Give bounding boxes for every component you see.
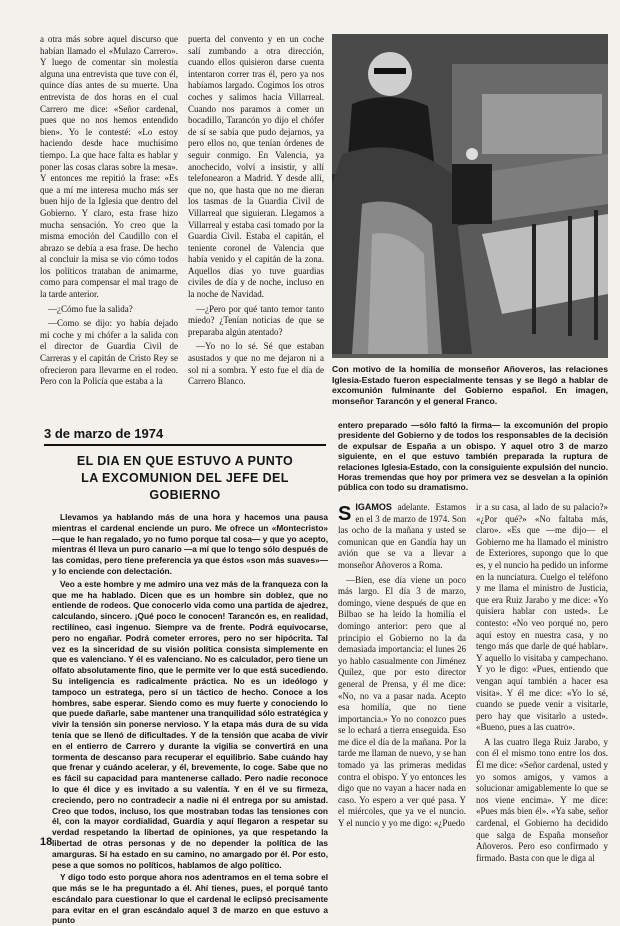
col1-paragraph: a otra más sobre aquel discurso que habían llamado el «Mulazo Carrero». Y luego de comentar sin molestia alguna una entrevista que tuve con él, quince días antes de su muerte. Una entrevista de dos horas en el cual Carrero me dice: «Señor cardenal, pues que no nos hemos entendido bien». Yo le contesté: «Lo estoy haciendo desde hace muchísimo tiempo. La que hace falta es hablar y poner las cosas claras sobre la mesa». Y entonces me repitió la frase: «Es que a mí me interesa mucho más ser buen hijo de la Iglesia que dentro del Gobierno. Y claro, esta frase hizo mucha sensación. Yo creo que la misma emoción del Caudillo con el abrazo se debía a esa frase. De hecho al concluir la misa se vio cómo todos los políticos trataban de animarme, como para compensar el mal trago de la tarde anterior. bbox=[40, 34, 178, 300]
col3-paragraph-text: adelante. Estamos en el 3 de marzo de 1974. Son las ocho de la mañana y usted se comunican que en Gandía hay un avión que se va a llevar a monseñor Añoveros a Roma. bbox=[338, 502, 466, 570]
photo-caption: Con motivo de la homilía de monseñor Añoveros, las relaciones Iglesia-Estado fueron especialmente tensas y se llegó a hablar de excomunión fulminante del Gobierno español. En imagen, monseñor Tarancón y el general Franco. bbox=[332, 364, 608, 406]
headline-line: LA EXCOMUNION DEL JEFE DEL GOBIERNO bbox=[81, 471, 289, 502]
page-number: 18 bbox=[40, 836, 53, 848]
column-1-text bbox=[40, 34, 178, 406]
col2-paragraph: —Yo no lo sé. Sé que estaban asustados y que no me dejaron ni a sol ni a sombra. Y esto fue el día de Carrero Blanco. bbox=[188, 341, 324, 387]
section-date: 3 de marzo de 1974 bbox=[44, 426, 164, 441]
col2-paragraph: —¿Pero por qué tanto temor tanto miedo? ¿Tenían noticias de que se preparaba algún atentado? bbox=[188, 303, 324, 337]
col3-paragraph: —Bien, ese día viene un poco más largo. El día 3 de marzo, domingo, viene después de que en Bilbao se ha leído la homilía el domingo anterior: pero que al principio el Gobierno no la da demasiada importancia: el lunes 26 yo hablo casualmente con Jiménez Quílez, que por esto director general de Prensa, y él me dice: «No, no va a pasar nada. Acepto esa homilía, que no tiene importancia.» Yo no conozco pues se lo echará a tierra enseguida. Eso me dice el día de la mañana. Por la tarde me llaman de nuevo, y se han tomado ya las primeras medidas contra el obispo. Y yo entonces les digo que no vayan a hacer nada en caso. Yo espero a ver qué pasa. Y el miércoles, que ya ve el nuncio. Y el nuncio y yo me digo: «¿Puedo bbox=[338, 574, 466, 829]
headline-line: EL DIA EN QUE ESTUVO A PUNTO bbox=[76, 454, 294, 468]
lead-paragraph: Veo a este hombre y me admiro una vez más de la franqueza con la que me ha hablado. Dicen que es un hombre sin doblez, que no entiende de rodeos. Que conocerlo vida como una partida de ajedrez, calculando, sincero. ¡Qué poco le conocen! Tarancón es, en realidad, rectilíneo, casi ingenuo. Siempre va de frente. Podrá equivocarse, pero no engañar. Podrá cometer errores, pero no ser hipócrita. Tal vez es la sinceridad de su visión política consista simplemente en que es valenciano. Y él es valenciano. No es calculador, pero tiene un olfato absolutamente fino, que le permite ver lo que está sucediendo. Su inteligencia es radicalmente práctica. No es un ideólogo y tampoco un estratega, pero sí un táctico de hecho. Conoce a los hombres, sabe esperar. Siendo como es muy fuerte y conociendo lo que puede dañarle, sabe mantener una tranquilidad sólo estratégica y vivir la tensión sin ponerse nervioso. Y la etapa más dura de su vida tenía que se llenó de dificultades. Y de la tensión que acaba de vivir en el entierro de Carrero y durante la vigilia se convertirá en una tormenta de descanso para recuperar el equilibrio. Sabe cuándo hay que frenar y cuándo acelerar, y él, brevemente, lo coge. Sabe que no es fácil su capacidad para mantenerse callado. Pero nadie reconoce lo que él dice y es invitado a su valentía. Y en él ve su firmeza, creciendo, pero no contradecir a nadie ni él entrega por su amistad. Creo que todos, incluso, los que mostraban todas las tensiones con él, con la mayor cordialidad, Guardia y aquí llegaron a respetar su verdad respetando la libertad de opiniones, ya que respetando la libertad de otras personas y de no depender la política de las amarguras. Sí ha estado en su camino, no amargado por él. Por esto, pese a que somos no políticos, hablamos de algo político. bbox=[52, 578, 328, 870]
intro-right-text: entero preparado —sólo faltó la firma— la excomunión del propio presidente del Gobierno y de todos los responsables de la decisión de expulsar de España a un obispo. Y aquel otro 3 de marzo siguiente, en el que estuvo también preparada la ruptura de relaciones Iglesia-Estado, con la consiguiente expulsión del nuncio. Horas tremendas que hoy por primera vez se desvelan a la opinión pública con todo su dramatismo. bbox=[338, 420, 608, 493]
column-4-text bbox=[476, 502, 608, 863]
lead-text bbox=[52, 512, 328, 926]
drop-cap: S bbox=[338, 503, 352, 525]
section-rule bbox=[44, 444, 326, 446]
lead-paragraph: Llevamos ya hablando más de una hora y hacemos una pausa mientras el cardenal enciende un puro. Me ofrece un «Montecristo» —que le han regalado, yo no fumo porque tal cosa— y que yo acepto, mientras él lleva un puro canario —a mí que lo tengo sólo después de las comidas, pero tiene preferencia ya que éstos «son más suaves»— y lo enciende con delectación. bbox=[52, 512, 328, 576]
col4-paragraph: A las cuatro llega Ruiz Jarabo, y con él el mismo tono entre los dos. Él me dice: «Señor cardenal, usted y yo somos amigos, y vamos a solucionar amigablemente lo que se nos viene encima». Y me dice: «Pues más bien él». «Ya sabe, señor cardenal, el Gobierno ha decidido que salga de España monseñor Añoveros. Pero eso confirmado y firmado. Basta con que le diga al bbox=[476, 736, 608, 863]
column-2-text bbox=[188, 34, 324, 406]
headline bbox=[44, 453, 326, 504]
col4-paragraph: ir a su casa, al lado de su palacio?» «¿Por qué?» «No faltaba más, claro». «Es que —me dijo— el Gobierno me ha llamado el ministro de Exteriores, supongo que lo que es, y el nuncio ha pedido un informe en la nunciatura. Cuelgo el teléfono y me llama el ministro de Justicia, que era Ruiz Jarabo y me dice: «Yo quisiera hablar con usted». Le contesto: «No veo porqué no, pero aquí estoy en nuestra casa, y no tengo más que darle de qué hablar». Y aquello lo visitaba y campechano. Y yo le digo: «Pues, entiendo que vengan aquí también a hacer esa visita». Y él me dice: «Yo lo sé, cuando se puede venir a visitarle, pero hay que visitarlo a usted». «Bueno, pues a las cuatro». bbox=[476, 502, 608, 733]
photo-tarancon-franco bbox=[332, 34, 608, 358]
lead-paragraph: Y digo todo esto porque ahora nos adentramos en el tema sobre el que más se le ha preguntado a él. Ahí tienes, pues, el porqué tanto escándalo para cuestionar lo que el cardenal le eclipsó precisamente para evitar en el gran escándalo aquel 3 de marzo en que estuvo a punto bbox=[52, 872, 328, 926]
col1-paragraph: —Como se dijo: yo había dejado mi coche y mi chófer a la salida con el director de Guardia Civil de Carreras y el capitán de Cristo Rey se ofrecieron para llevarme en el rodeo. Pero con la Policía que estaba a la bbox=[40, 318, 178, 387]
drop-cap-word: IGAMOS bbox=[355, 502, 392, 512]
column-3-text bbox=[338, 502, 466, 854]
col3-paragraph bbox=[338, 502, 466, 572]
col1-paragraph: —¿Cómo fue la salida? bbox=[48, 303, 133, 314]
col2-paragraph: puerta del convento y en un coche salí zumbando a otra dirección, cuando ellos quisieron darse cuenta intentaron correr tras él, pero ya nos habíamos largado. Cogimos los otros coches y salimos hacia Villarreal. Cuando nos paramos a comer un bocadillo, Tarancón yo dijo el chófer de sí se sabía que pudo dejarnos, ya pero ellos no, que tenían órdenes de seguir conmigo. En Valencia, ya anochecido, volví a insistir, y allí telefonearon a Madrid. Y desde allí, que no, que hasta que no me dieran los tasmas de la Guardia Civil de Villarreal que siguieran. Llegamos a Villarreal y estaba casi tomado por la Guardia Civil. Estaba el capitán, el teniente coronel de Valencia que había venido y el capitán de la zona. Aquellos días yo tuve guardias civiles de día y de noche, incluso en la noche de Navidad. bbox=[188, 34, 324, 300]
